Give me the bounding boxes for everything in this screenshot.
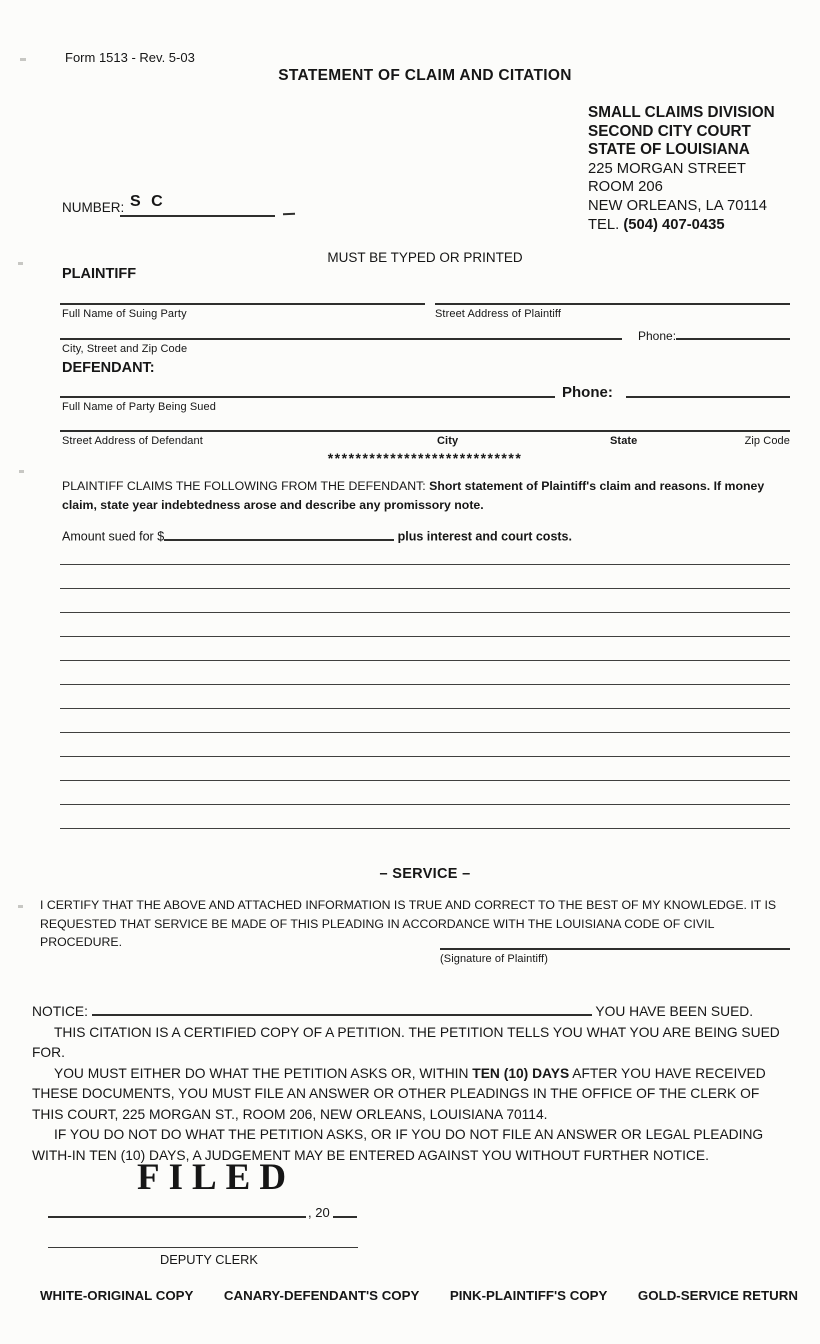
service-certify-text: I CERTIFY THAT THE ABOVE AND ATTACHED INFORMATION IS TRUE AND CORRECT TO THE BEST OF MY KNOWLEDGE. IT IS REQUESTED THAT SERVICE BE MADE OF THIS PLEADING IN ACCORDANCE WITH THE LOUISIANA CODE OF CIVIL PROCEDURE. — [40, 898, 777, 949]
defendant-name-label: Full Name of Party Being Sued — [62, 401, 216, 413]
claim-write-line[interactable] — [60, 564, 790, 565]
plaintiff-name-label: Full Name of Suing Party — [62, 308, 187, 320]
claim-write-line[interactable] — [60, 660, 790, 661]
claim-write-line[interactable] — [60, 732, 790, 733]
filed-date-line[interactable] — [48, 1216, 306, 1218]
scan-artifact — [18, 262, 23, 265]
defendant-state-label: State — [610, 435, 638, 447]
defendant-city-label: City — [437, 435, 459, 447]
notice-name-line[interactable] — [92, 1002, 592, 1016]
tel-label: TEL. — [588, 216, 620, 233]
court-state: STATE OF LOUISIANA — [588, 141, 750, 159]
defendant-address-label: Street Address of Defendant — [62, 435, 203, 447]
copy-white: WHITE-ORIGINAL COPY — [40, 1288, 194, 1303]
plaintiff-address-line[interactable] — [435, 303, 790, 305]
notice-sued-text: YOU HAVE BEEN SUED. — [595, 1004, 754, 1019]
case-number-label: NUMBER: — [62, 200, 125, 215]
claim-write-lines — [60, 564, 790, 854]
defendant-name-line[interactable] — [60, 396, 555, 398]
court-room: ROOM 206 — [588, 179, 663, 196]
plaintiff-city-label: City, Street and Zip Code — [62, 343, 188, 355]
claim-write-line[interactable] — [60, 780, 790, 781]
court-city: NEW ORLEANS, LA 70114 — [588, 197, 768, 214]
amount-line[interactable] — [164, 528, 394, 541]
typed-instruction: MUST BE TYPED OR PRINTED — [327, 250, 523, 265]
claim-write-line[interactable] — [60, 636, 790, 637]
claim-intro: PLAINTIFF CLAIMS THE FOLLOWING FROM THE DEFENDANT: — [62, 479, 426, 493]
notice-para2 — [32, 1064, 792, 1126]
service-heading: – SERVICE – — [379, 866, 471, 882]
filed-stamp: FILED — [137, 1157, 296, 1198]
court-street: 225 MORGAN STREET — [588, 160, 746, 177]
scan-artifact — [20, 58, 26, 61]
copy-pink: PINK-PLAINTIFF'S COPY — [449, 1288, 608, 1303]
page-title: STATEMENT OF CLAIM AND CITATION — [278, 67, 572, 84]
notice-label: NOTICE: — [32, 1004, 88, 1019]
form-number: Form 1513 - Rev. 5-03 — [65, 50, 195, 65]
defendant-heading: DEFENDANT: — [62, 360, 155, 376]
claim-write-line[interactable] — [60, 612, 790, 613]
court-division: SMALL CLAIMS DIVISION — [588, 104, 775, 121]
plaintiff-name-line[interactable] — [60, 303, 425, 305]
court-address-block — [588, 104, 775, 234]
claim-write-line[interactable] — [60, 756, 790, 757]
notice-para2-pre: YOU MUST EITHER DO WHAT THE PETITION ASKS OR, WITHIN — [54, 1065, 473, 1081]
asterisk-separator: **************************** — [327, 450, 523, 466]
notice-block — [32, 1002, 792, 1166]
deputy-clerk-label: DEPUTY CLERK — [160, 1252, 258, 1267]
copy-gold: GOLD-SERVICE RETURN — [637, 1288, 798, 1303]
scan-artifact — [19, 470, 24, 473]
amount-prefix: Amount sued for $ — [62, 529, 165, 544]
notice-para2-post: AFTER YOU HAVE RECEIVED THESE DOCUMENTS, YOU MUST FILE AN ANSWER OR OTHER PLEADINGS IN THE OFFICE OF THE CLERK OF THIS COURT, 225 MORGAN ST., ROOM 206, NEW ORLEANS, LOUISIANA 70114. — [32, 1065, 766, 1122]
defendant-zip-label: Zip Code — [744, 435, 790, 447]
claim-statement — [62, 477, 792, 515]
amount-suffix: plus interest and court costs. — [397, 529, 572, 544]
court-name: SECOND CITY COURT — [588, 122, 751, 140]
notice-line — [32, 1002, 792, 1023]
claim-write-line[interactable] — [60, 684, 790, 685]
notice-para1: THIS CITATION IS A CERTIFIED COPY OF A PETITION. THE PETITION TELLS YOU WHAT YOU ARE BEING SUED FOR. — [32, 1024, 780, 1060]
plaintiff-heading: PLAINTIFF — [62, 266, 137, 282]
case-number-line[interactable] — [120, 215, 275, 217]
notice-para3: IF YOU DO NOT DO WHAT THE PETITION ASKS, OR IF YOU DO NOT FILE AN ANSWER OR LEGAL PLEADING WITH-IN TEN (10) DAYS, A JUDGEMENT MAY BE ENTERED AGAINST YOU WITHOUT FURTHER NOTICE. — [32, 1127, 764, 1163]
copy-canary: CANARY-DEFENDANT'S COPY — [223, 1288, 420, 1303]
case-number-line-end[interactable] — [283, 213, 295, 215]
plaintiff-phone-line[interactable] — [676, 338, 790, 340]
signature-label: (Signature of Plaintiff) — [440, 953, 548, 965]
copy-distribution-row — [40, 1288, 798, 1303]
tel-number: (504) 407-0435 — [623, 216, 725, 233]
case-number-value: S C — [130, 193, 166, 210]
plaintiff-address-label: Street Address of Plaintiff — [435, 308, 562, 320]
plaintiff-phone-label: Phone: — [638, 329, 677, 343]
court-telephone — [588, 216, 775, 235]
notice-para2-bold: TEN (10) DAYS — [472, 1065, 570, 1081]
filed-date-suffix: , 20 — [308, 1205, 330, 1220]
claim-write-line[interactable] — [60, 708, 790, 709]
defendant-phone-line[interactable] — [626, 396, 790, 398]
claim-write-line[interactable] — [60, 828, 790, 829]
claim-write-line[interactable] — [60, 804, 790, 805]
defendant-phone-label: Phone: — [562, 384, 613, 401]
scan-artifact — [18, 905, 23, 908]
deputy-clerk-line[interactable] — [48, 1247, 358, 1248]
claim-write-line[interactable] — [60, 588, 790, 589]
defendant-address-line[interactable] — [60, 430, 790, 432]
plaintiff-city-line[interactable] — [60, 338, 622, 340]
claim-instructions: Short statement of Plaintiff's claim and reasons. If money claim, state year indebtedness arose and describe any promissory note. — [62, 479, 765, 512]
filed-year-line[interactable] — [333, 1216, 357, 1218]
plaintiff-signature-line[interactable] — [440, 948, 790, 950]
amount-row — [62, 528, 572, 544]
